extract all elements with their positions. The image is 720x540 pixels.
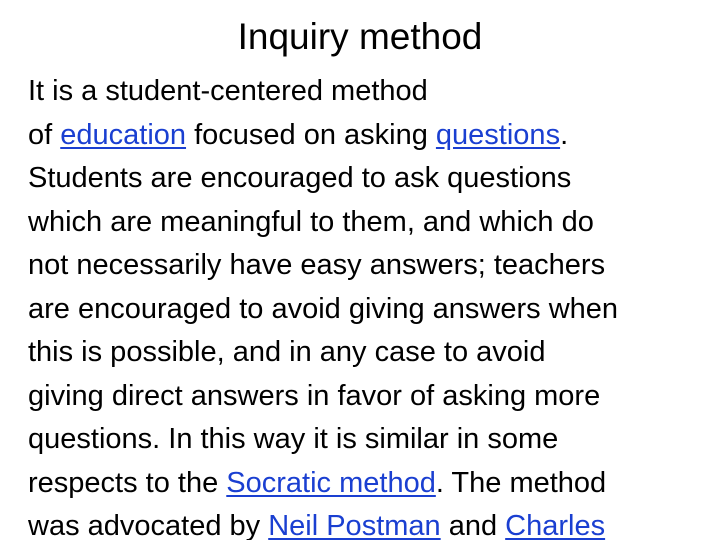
body-text: and [440,510,506,540]
body-line [28,375,708,419]
body-text: It is a student-centered method [28,75,428,107]
body-line [28,244,708,288]
body-text: was advocated by [28,510,269,540]
body-line [28,418,708,462]
questions-link[interactable]: questions [435,118,561,151]
body-text: questions. In this way it is similar in some [28,423,559,455]
body-line [28,331,708,375]
body-line [28,157,708,201]
body-line [28,201,708,245]
body-line [28,462,708,506]
body-text: giving direct answers in favor of asking more [28,379,601,412]
body-text: this is possible, and in any case to avoid [28,336,546,368]
slide-body [28,70,708,540]
body-text: not necessarily have easy answers; teachers [28,249,606,281]
neil-postman-link[interactable]: Neil Postman [268,510,441,540]
socratic-method-link[interactable]: Socratic method [226,466,436,499]
body-text: . The method [435,466,607,499]
slide-title: Inquiry method [237,16,483,57]
body-text: are encouraged to avoid giving answers when [28,292,619,325]
body-line [28,114,708,158]
body-line [28,505,708,540]
body-line [28,70,708,114]
body-text: of [28,118,61,151]
education-link[interactable]: education [60,118,187,151]
body-text: respects to the [28,466,227,499]
charles-link[interactable]: Charles [505,510,606,540]
body-line [28,288,708,332]
body-text: focused on asking [186,118,436,151]
body-text: Students are encouraged to ask questions [28,162,572,194]
body-text: . [560,118,569,151]
body-text: which are meaningful to them, and which do [28,205,594,238]
